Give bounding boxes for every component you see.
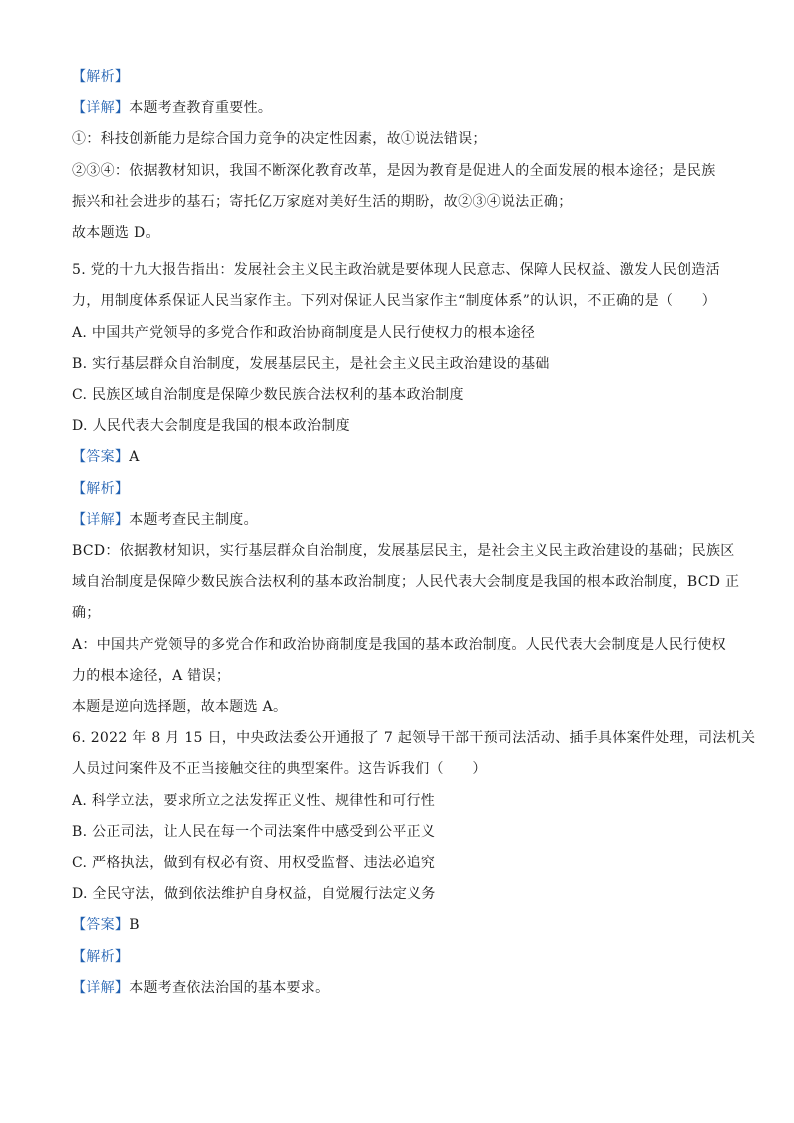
q5-option-c: C. 民族区域自治制度是保障少数民族合法权利的基本政治制度: [72, 387, 464, 404]
answer-label: 【答案】: [72, 917, 130, 934]
answer-label: 【答案】: [72, 449, 130, 466]
q4-analysis-line-2: ②③④：依据教材知识，我国不断深化教育改革，是因为教育是促进人的全面发展的根本途径；是民族: [72, 162, 716, 179]
q6-jiexi-heading: [72, 942, 722, 973]
q4-conclusion: 故本题选 D。: [72, 225, 160, 242]
q5-option-b: B. 实行基层群众自治制度，发展基层民主，是社会主义民主政治建设的基础: [72, 355, 550, 372]
q4-analysis-line-3: 振兴和社会进步的基石；寄托亿万家庭对美好生活的期盼，故②③④说法正确；: [72, 193, 573, 210]
q4-xiangjie: [72, 93, 722, 124]
q6-option-c: C. 严格执法，做到有权必有资、用权受监督、违法必追究: [72, 855, 436, 872]
answer-value: A: [129, 449, 140, 466]
q5-jiexi-heading: [72, 474, 722, 505]
q6-stem-line-1: 6. 2022 年 8 月 15 日，中央政法委公开通报了 7 起领导干部干预司法活动、插手具体案件处理，司法机关: [72, 730, 756, 747]
xiangjie-text: 本题考查民主制度。: [129, 511, 258, 528]
q6-option-d: D. 全民守法，做到依法维护自身权益，自觉履行法定义务: [72, 886, 436, 903]
q5-bcd-line-3: 确；: [72, 605, 101, 622]
answer-value: B: [129, 917, 140, 934]
q5-xiangjie: [72, 505, 722, 536]
xiangjie-text: 本题考查教育重要性。: [129, 100, 273, 117]
q6-option-b: B. 公正司法，让人民在每一个司法案件中感受到公平正义: [72, 823, 436, 840]
jiexi-label: 【解析】: [72, 69, 130, 85]
q6-answer: [72, 910, 722, 941]
q6-option-a: A. 科学立法，要求所立之法发挥正义性、规律性和可行性: [72, 792, 436, 809]
q6-xiangjie: [72, 973, 722, 1004]
q5-a-line-2: 力的根本途径，A 错误；: [72, 667, 231, 684]
q5-bcd-line-2: 域自治制度是保障少数民族合法权利的基本政治制度；人民代表大会制度是我国的根本政治制度，BCD 正: [72, 574, 740, 591]
jiexi-label: 【解析】: [72, 948, 130, 965]
xiangjie-label: 【详解】: [72, 979, 130, 996]
q5-option-d: D. 人民代表大会制度是我国的根本政治制度: [72, 418, 350, 435]
xiangjie-label: 【详解】: [72, 100, 130, 117]
q5-stem-line-1: 5. 党的十九大报告指出：发展社会主义民主政治就是要体现人民意志、保障人民权益、激发人民创造活: [72, 262, 720, 279]
q6-stem-line-2: 人员过问案件及不正当接触交往的典型案件。这告诉我们（ ）: [72, 761, 487, 778]
q4-analysis-line-1: ①：科技创新能力是综合国力竞争的决定性因素，故①说法错误；: [72, 131, 487, 148]
q5-option-a: A. 中国共产党领导的多党合作和政治协商制度是人民行使权力的根本途径: [72, 324, 536, 341]
xiangjie-text: 本题考查依法治国的基本要求。: [129, 979, 330, 996]
q5-stem-line-2: 力，用制度体系保证人民当家作主。下列对保证人民当家作主“制度体系”的认识，不正确的是（ ）: [72, 293, 717, 310]
q5-conclusion: 本题是逆向选择题，故本题选 A。: [72, 699, 288, 716]
q5-answer: [72, 442, 722, 473]
q5-bcd-line-1: BCD：依据教材知识，实行基层群众自治制度，发展基层民主，是社会主义民主政治建设的基础；民族区: [72, 543, 735, 560]
document-page: [72, 62, 756, 1004]
jiexi-label: 【解析】: [72, 480, 130, 497]
q4-jiexi-heading: [72, 62, 722, 93]
q5-a-line-1: A：中国共产党领导的多党合作和政治协商制度是我国的基本政治制度。人民代表大会制度是人民行使权: [72, 636, 726, 653]
xiangjie-label: 【详解】: [72, 511, 130, 528]
